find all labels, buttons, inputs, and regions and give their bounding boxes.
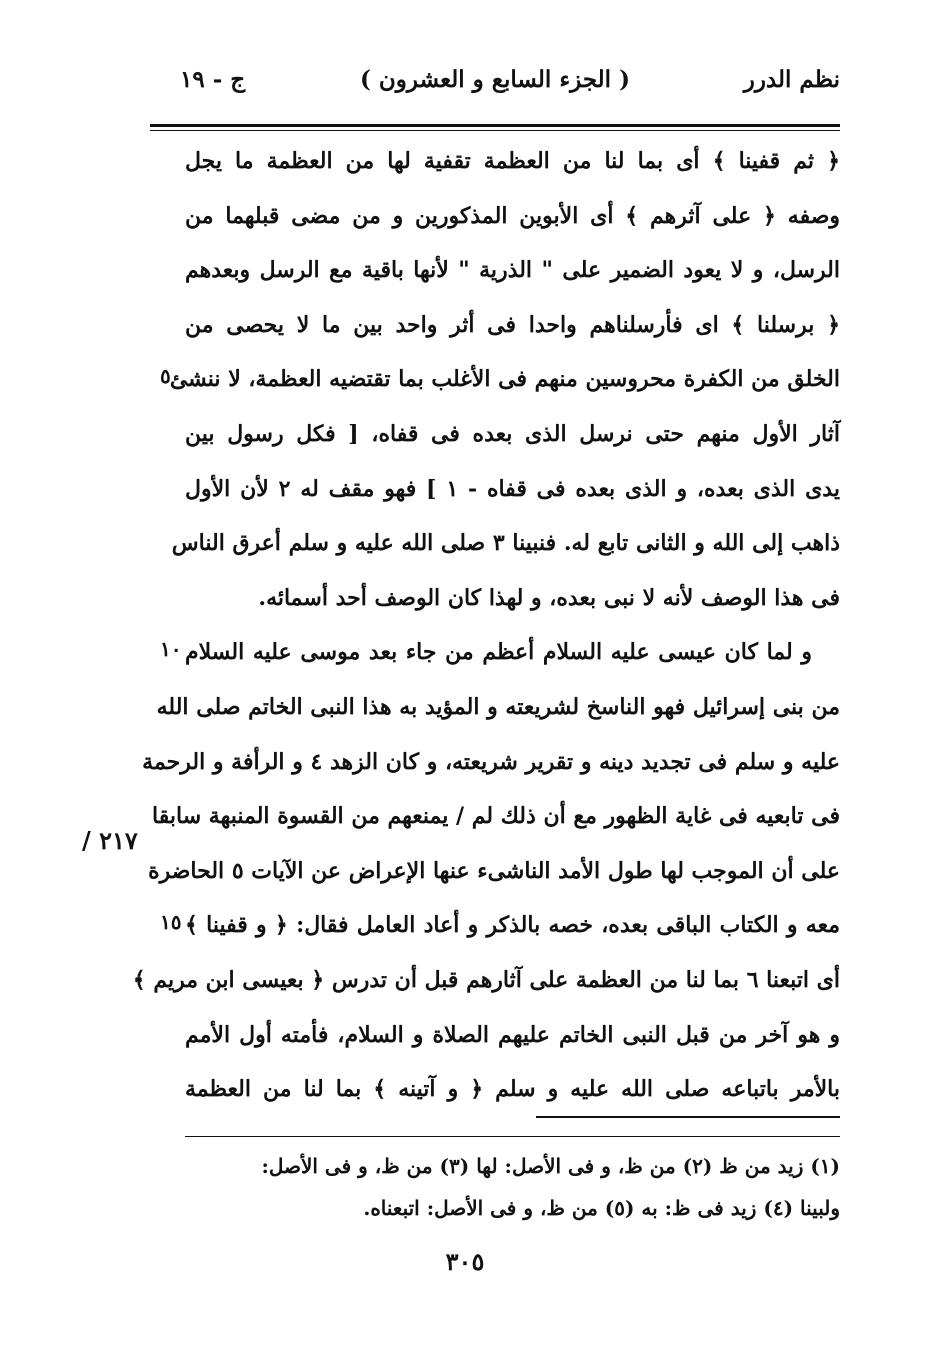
- book-title: نظم الدرر: [743, 66, 840, 93]
- text-line: الرسل، و لا يعود الضمير على " الذرية " لأنها باقية مع الرسل وبعدهم: [185, 257, 840, 284]
- text-line: عليه و سلم فى تجديد دينه و تقرير شريعته، و كان الزهد ٤ و الرأفة و الرحمة: [142, 748, 840, 775]
- footnote-line: (١) زيد من ظ (٢) من ظ، و فى الأصل: لها (٣) من ظ، و فى الأصل:: [261, 1154, 840, 1178]
- text-line: و لما كان عيسى عليه السلام أعظم من جاء بعد موسى عليه السلام: [185, 639, 812, 666]
- text-underline: [536, 1116, 840, 1118]
- text-line: الخلق من الكفرة محروسين منهم فى الأغلب بما تقتضيه العظمة، لا ننشئ: [169, 366, 840, 393]
- running-header: [150, 62, 840, 106]
- text-line: آثار الأول منهم حتى نرسل الذى بعده فى قفاه، [ فكل رسول بين: [185, 420, 840, 447]
- footnote-line: ولبينا (٤) زيد فى ظ: به (٥) من ظ، و فى الأصل: اتبعناه.: [363, 1196, 840, 1220]
- text-line: وصفه ﴿ على آثرهم ﴾ أى الأبوين المذكورين و من مضى قبلهما من: [185, 202, 840, 229]
- text-line: على أن الموجب لها طول الأمد الناشىء عنها الإعراض عن الآيات ٥ الحاضرة: [148, 857, 840, 884]
- text-line: ﴿ ثم قفينا ﴾ أى بما لنا من العظمة تقفية لها من العظمة ما يجل: [185, 148, 840, 174]
- line-number-15: ١٥: [160, 910, 182, 934]
- header-rule-thin: [150, 130, 840, 131]
- line-number-5: ٥: [160, 364, 171, 388]
- footnote-rule: [185, 1136, 840, 1137]
- text-line: يدى الذى بعده، و الذى بعده فى قفاه - ١ ] فهو مقف له ٢ لأن الأول: [185, 475, 840, 502]
- text-line: أى اتبعنا ٦ بما لنا من العظمة على آثارهم قبل أن تدرس ﴿ بعيسى ابن مريم ﴾: [132, 966, 840, 993]
- text-line: معه و الكتاب الباقى بعده، خصه بالذكر و أعاد العامل فقال: ﴿ و قفينا ﴾: [185, 912, 840, 939]
- part-title: ( الجزء السابع و العشرون ): [360, 66, 630, 93]
- volume-label: ج - ١٩: [180, 66, 246, 93]
- text-line: ﴿ برسلنا ﴾ اى فأرسلناهم واحدا فى أثر واحد بين ما لا يحصى من: [185, 311, 840, 338]
- text-line: بالأمر باتباعه صلى الله عليه و سلم ﴿ و آتينه ﴾ بما لنا من العظمة: [185, 1076, 840, 1103]
- manuscript-folio-note: ٢١٧ /: [82, 826, 138, 855]
- line-number-10: ١٠: [160, 637, 182, 661]
- text-line: ذاهب إلى الله و الثانى تابع له. فنبينا ٣ صلى الله عليه و سلم أعرق الناس: [171, 530, 840, 557]
- text-line: فى هذا الوصف لأنه لا نبى بعده، و لهذا كان الوصف أحد أسمائه.: [258, 584, 840, 611]
- footnotes: [190, 1145, 840, 1229]
- text-line: من بنى إسرائيل فهو الناسخ لشريعته و المؤيد به هذا النبى الخاتم صلى الله: [156, 693, 840, 720]
- text-line: فى تابعيه فى غاية الظهور مع أن ذلك لم / يمنعهم من القسوة المنبهة سابقا: [152, 803, 840, 830]
- page-number: ٣٠٥: [445, 1247, 485, 1276]
- header-rule: [150, 124, 840, 127]
- text-line: و هو آخر من قبل النبى الخاتم عليهم الصلاة و السلام، فأمته أول الأمم: [185, 1021, 840, 1048]
